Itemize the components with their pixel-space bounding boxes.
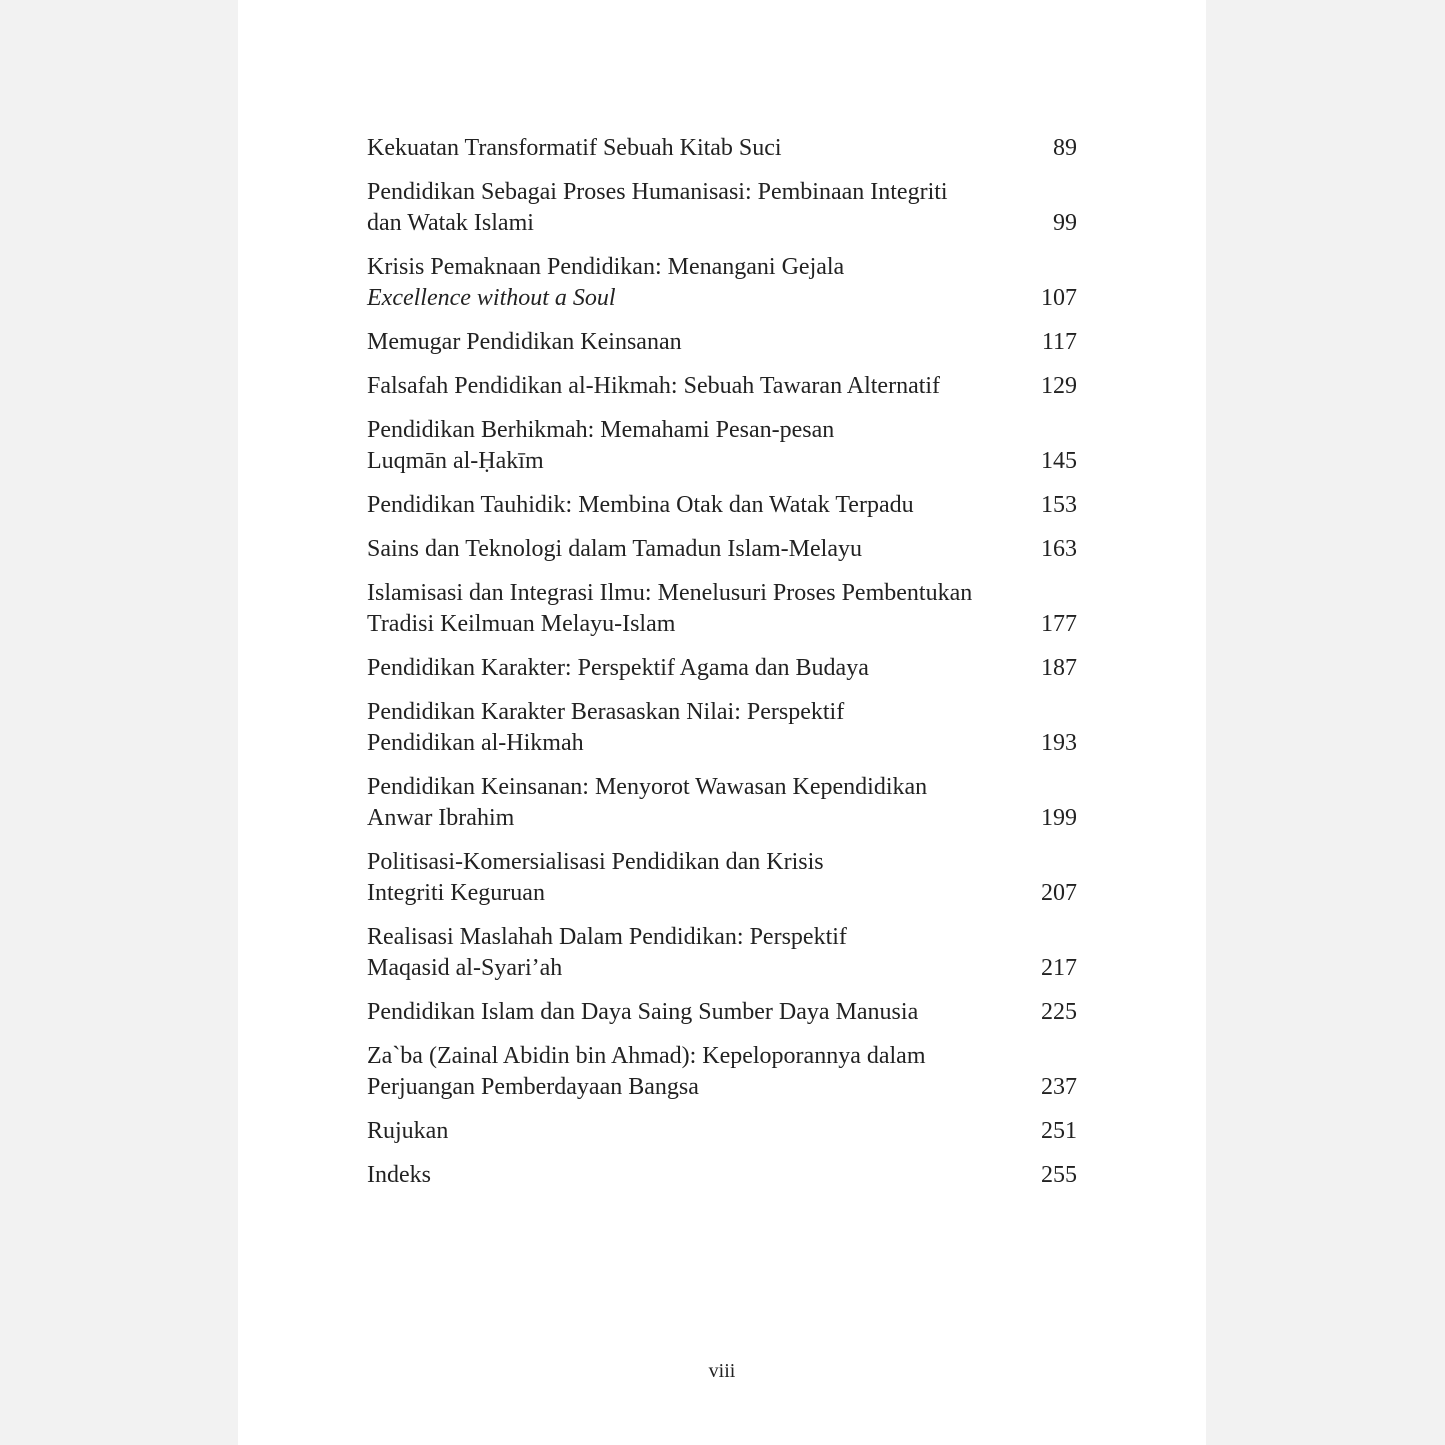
toc-entry-title <box>367 534 1007 565</box>
toc-entry <box>367 252 1077 314</box>
toc-entry-page: 145 <box>1041 448 1077 474</box>
toc-entry-title-line: Sains dan Teknologi dalam Tamadun Islam-Melayu <box>367 536 862 562</box>
toc-entry <box>367 922 1077 984</box>
toc-entry-title-line: Excellence without a Soul <box>367 285 616 311</box>
toc-entry-title <box>367 578 1007 640</box>
toc-entry-title-line: Pendidikan Karakter: Perspektif Agama dan Budaya <box>367 655 869 681</box>
toc-entry <box>367 133 1077 164</box>
toc-entry-title-line: Pendidikan al-Hikmah <box>367 730 584 756</box>
toc-entry-title-line: Integriti Keguruan <box>367 880 545 906</box>
toc-entry <box>367 997 1077 1028</box>
toc-entry-title-line: Islamisasi dan Integrasi Ilmu: Menelusuri Proses Pembentukan <box>367 580 973 606</box>
toc-entry-title-line: Krisis Pemaknaan Pendidikan: Menangani Gejala <box>367 254 845 280</box>
toc-entry-title-line: Pendidikan Tauhidik: Membina Otak dan Watak Terpadu <box>367 492 914 518</box>
toc-entry-title-line: Pendidikan Sebagai Proses Humanisasi: Pembinaan Integriti <box>367 179 948 205</box>
toc-entry-title-line: Tradisi Keilmuan Melayu-Islam <box>367 611 676 637</box>
toc-entry-page: 255 <box>1041 1162 1077 1188</box>
toc-entry <box>367 490 1077 521</box>
toc-entry-page: 225 <box>1041 999 1077 1025</box>
toc-entry <box>367 415 1077 477</box>
toc-entry <box>367 578 1077 640</box>
toc-entry <box>367 772 1077 834</box>
toc-entry-page: 89 <box>1053 135 1077 161</box>
book-page <box>238 0 1206 1445</box>
toc-entry-title <box>367 653 1007 684</box>
toc-entry-page: 217 <box>1041 955 1077 981</box>
toc-entry-title-line: Indeks <box>367 1162 431 1188</box>
toc-entry-title <box>367 415 1007 477</box>
toc-entry-title-line: Pendidikan Karakter Berasaskan Nilai: Perspektif <box>367 699 845 725</box>
toc-entry-title-line: Falsafah Pendidikan al-Hikmah: Sebuah Tawaran Alternatif <box>367 373 941 399</box>
toc-entry-title <box>367 371 1007 402</box>
toc-entry-title-line: dan Watak Islami <box>367 210 534 236</box>
toc-entry-page: 199 <box>1041 805 1077 831</box>
toc-entry <box>367 697 1077 759</box>
toc-entry-title-line: Realisasi Maslahah Dalam Pendidikan: Perspektif <box>367 924 847 950</box>
toc-entry-page: 207 <box>1041 880 1077 906</box>
toc-entry <box>367 1041 1077 1103</box>
toc-entry <box>367 1116 1077 1147</box>
toc-entry-title <box>367 177 1007 239</box>
toc-entry <box>367 653 1077 684</box>
toc-entry-title-line: Kekuatan Transformatif Sebuah Kitab Suci <box>367 135 782 161</box>
page-number-folio: viii <box>708 1360 736 1382</box>
toc-entry-title <box>367 1160 1007 1191</box>
toc-entry-page: 193 <box>1041 730 1077 756</box>
toc-entry <box>367 177 1077 239</box>
toc-entry-title <box>367 133 1007 164</box>
toc-entry-page: 251 <box>1041 1118 1077 1144</box>
toc-entry-page: 107 <box>1041 285 1077 311</box>
toc-entry-title-line: Politisasi-Komersialisasi Pendidikan dan Krisis <box>367 849 824 875</box>
toc-entry <box>367 1160 1077 1191</box>
toc-entry-title-line: Za`ba (Zainal Abidin bin Ahmad): Kepeloporannya dalam <box>367 1043 926 1069</box>
toc-entry-title <box>367 697 1007 759</box>
toc-entry-title-line: Maqasid al-Syari’ah <box>367 955 563 981</box>
toc-entry-title-line: Anwar Ibrahim <box>367 805 515 831</box>
toc-entry-title <box>367 1041 1007 1103</box>
toc-entry-title <box>367 1116 1007 1147</box>
toc-entry <box>367 371 1077 402</box>
toc-entry-title-line: Pendidikan Berhikmah: Memahami Pesan-pesan <box>367 417 835 443</box>
toc-entry <box>367 327 1077 358</box>
toc-entry-title <box>367 327 1007 358</box>
toc-entry-page: 237 <box>1041 1074 1077 1100</box>
toc-entry-page: 187 <box>1041 655 1077 681</box>
toc-entry-title-line: Pendidikan Keinsanan: Menyorot Wawasan Kependidikan <box>367 774 928 800</box>
toc-entry-page: 99 <box>1053 210 1077 236</box>
toc-entry-page: 153 <box>1041 492 1077 518</box>
toc-entry-page: 129 <box>1041 373 1077 399</box>
toc-entry-page: 117 <box>1041 329 1077 355</box>
toc-entry-page: 163 <box>1041 536 1077 562</box>
table-of-contents <box>367 133 1077 1204</box>
toc-entry <box>367 847 1077 909</box>
toc-entry-title <box>367 922 1007 984</box>
toc-entry-title <box>367 252 1007 314</box>
toc-entry-title-line: Perjuangan Pemberdayaan Bangsa <box>367 1074 699 1100</box>
toc-entry-title-line: Luqmān al-Ḥakīm <box>367 448 544 474</box>
toc-entry-title <box>367 490 1007 521</box>
toc-entry-title <box>367 847 1007 909</box>
toc-entry-title-line: Memugar Pendidikan Keinsanan <box>367 329 682 355</box>
toc-entry-title-line: Rujukan <box>367 1118 449 1144</box>
toc-entry-title <box>367 997 1007 1028</box>
toc-entry-page: 177 <box>1041 611 1077 637</box>
toc-entry-title <box>367 772 1007 834</box>
toc-entry <box>367 534 1077 565</box>
toc-entry-title-line: Pendidikan Islam dan Daya Saing Sumber Daya Manusia <box>367 999 919 1025</box>
